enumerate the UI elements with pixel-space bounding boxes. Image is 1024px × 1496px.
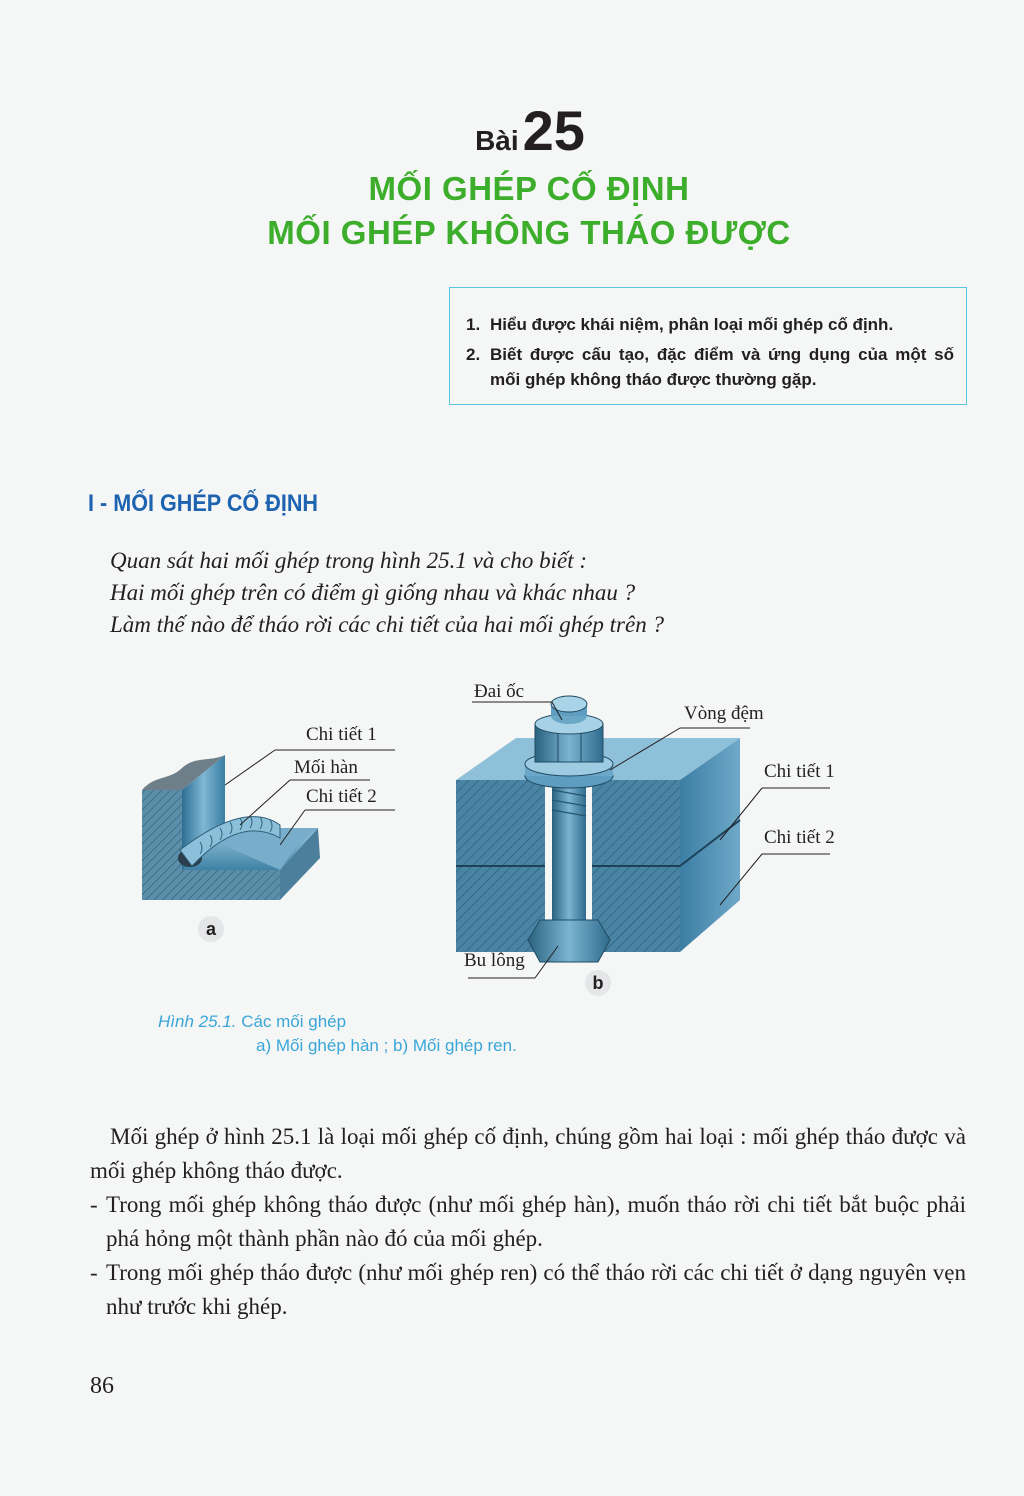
objectives-box	[449, 287, 967, 405]
lesson-title-line-2: MỐI GHÉP KHÔNG THÁO ĐƯỢC	[267, 214, 791, 251]
figure-caption	[158, 1012, 346, 1032]
caption-line-2: a) Mối ghép hàn ; b) Mối ghép ren.	[256, 1036, 517, 1055]
bolt-label-nut: Đai ốc	[474, 681, 525, 702]
caption-prefix: Hình 25.1.	[158, 1012, 237, 1031]
figure-a-letter: a	[198, 916, 224, 942]
objective-item: 1. Hiểu được khái niệm, phân loại mối ghép cố định.	[466, 315, 894, 334]
question-line: Hai mối ghép trên có điểm gì giống nhau và khác nhau ?	[110, 580, 636, 605]
bolt-label-washer: Vòng đệm	[684, 703, 764, 724]
bolt-label-bolt: Bu lông	[464, 950, 525, 971]
weld-label-seam: Mối hàn	[294, 757, 358, 778]
caption-line-1: Các mối ghép	[241, 1012, 347, 1031]
bolt-label-part-1: Chi tiết 1	[764, 761, 835, 782]
question-line: Làm thế nào để tháo rời các chi tiết của hai mối ghép trên ?	[110, 612, 664, 637]
lesson-header	[0, 98, 1024, 163]
body-intro: Mối ghép ở hình 25.1 là loại mối ghép cố định, chúng gồm hai loại : mối ghép tháo được và mối ghép không tháo được.	[90, 1124, 966, 1183]
lesson-word: Bài	[475, 125, 519, 156]
weld-label-part-2: Chi tiết 2	[306, 786, 377, 807]
welded-joint-illustration	[130, 720, 410, 920]
lesson-title-line-1: MỐI GHÉP CỐ ĐỊNH	[368, 170, 690, 207]
body-bullet-1: - Trong mối ghép không tháo được (như mối ghép hàn), muốn tháo rời chi tiết bắt buộc phải phá hỏng một thành phần nào đó của mối ghép.	[90, 1192, 966, 1251]
bolt-label-part-2: Chi tiết 2	[764, 827, 835, 848]
weld-label-part-1: Chi tiết 1	[306, 724, 377, 745]
body-bullet-2: - Trong mối ghép tháo được (như mối ghép ren) có thể tháo rời các chi tiết ở dạng nguyên vẹn như trước khi ghép.	[90, 1260, 966, 1319]
lesson-number: 25	[522, 99, 585, 162]
figure-b-letter: b	[585, 970, 611, 996]
page-number: 86	[90, 1373, 114, 1399]
section-heading: I - MỐI GHÉP CỐ ĐỊNH	[88, 490, 319, 517]
objective-item: 2. Biết được cấu tạo, đặc điểm và ứng dụng của một số mối ghép không tháo được thường gặp.	[466, 345, 954, 389]
question-line: Quan sát hai mối ghép trong hình 25.1 và cho biết :	[110, 548, 587, 573]
